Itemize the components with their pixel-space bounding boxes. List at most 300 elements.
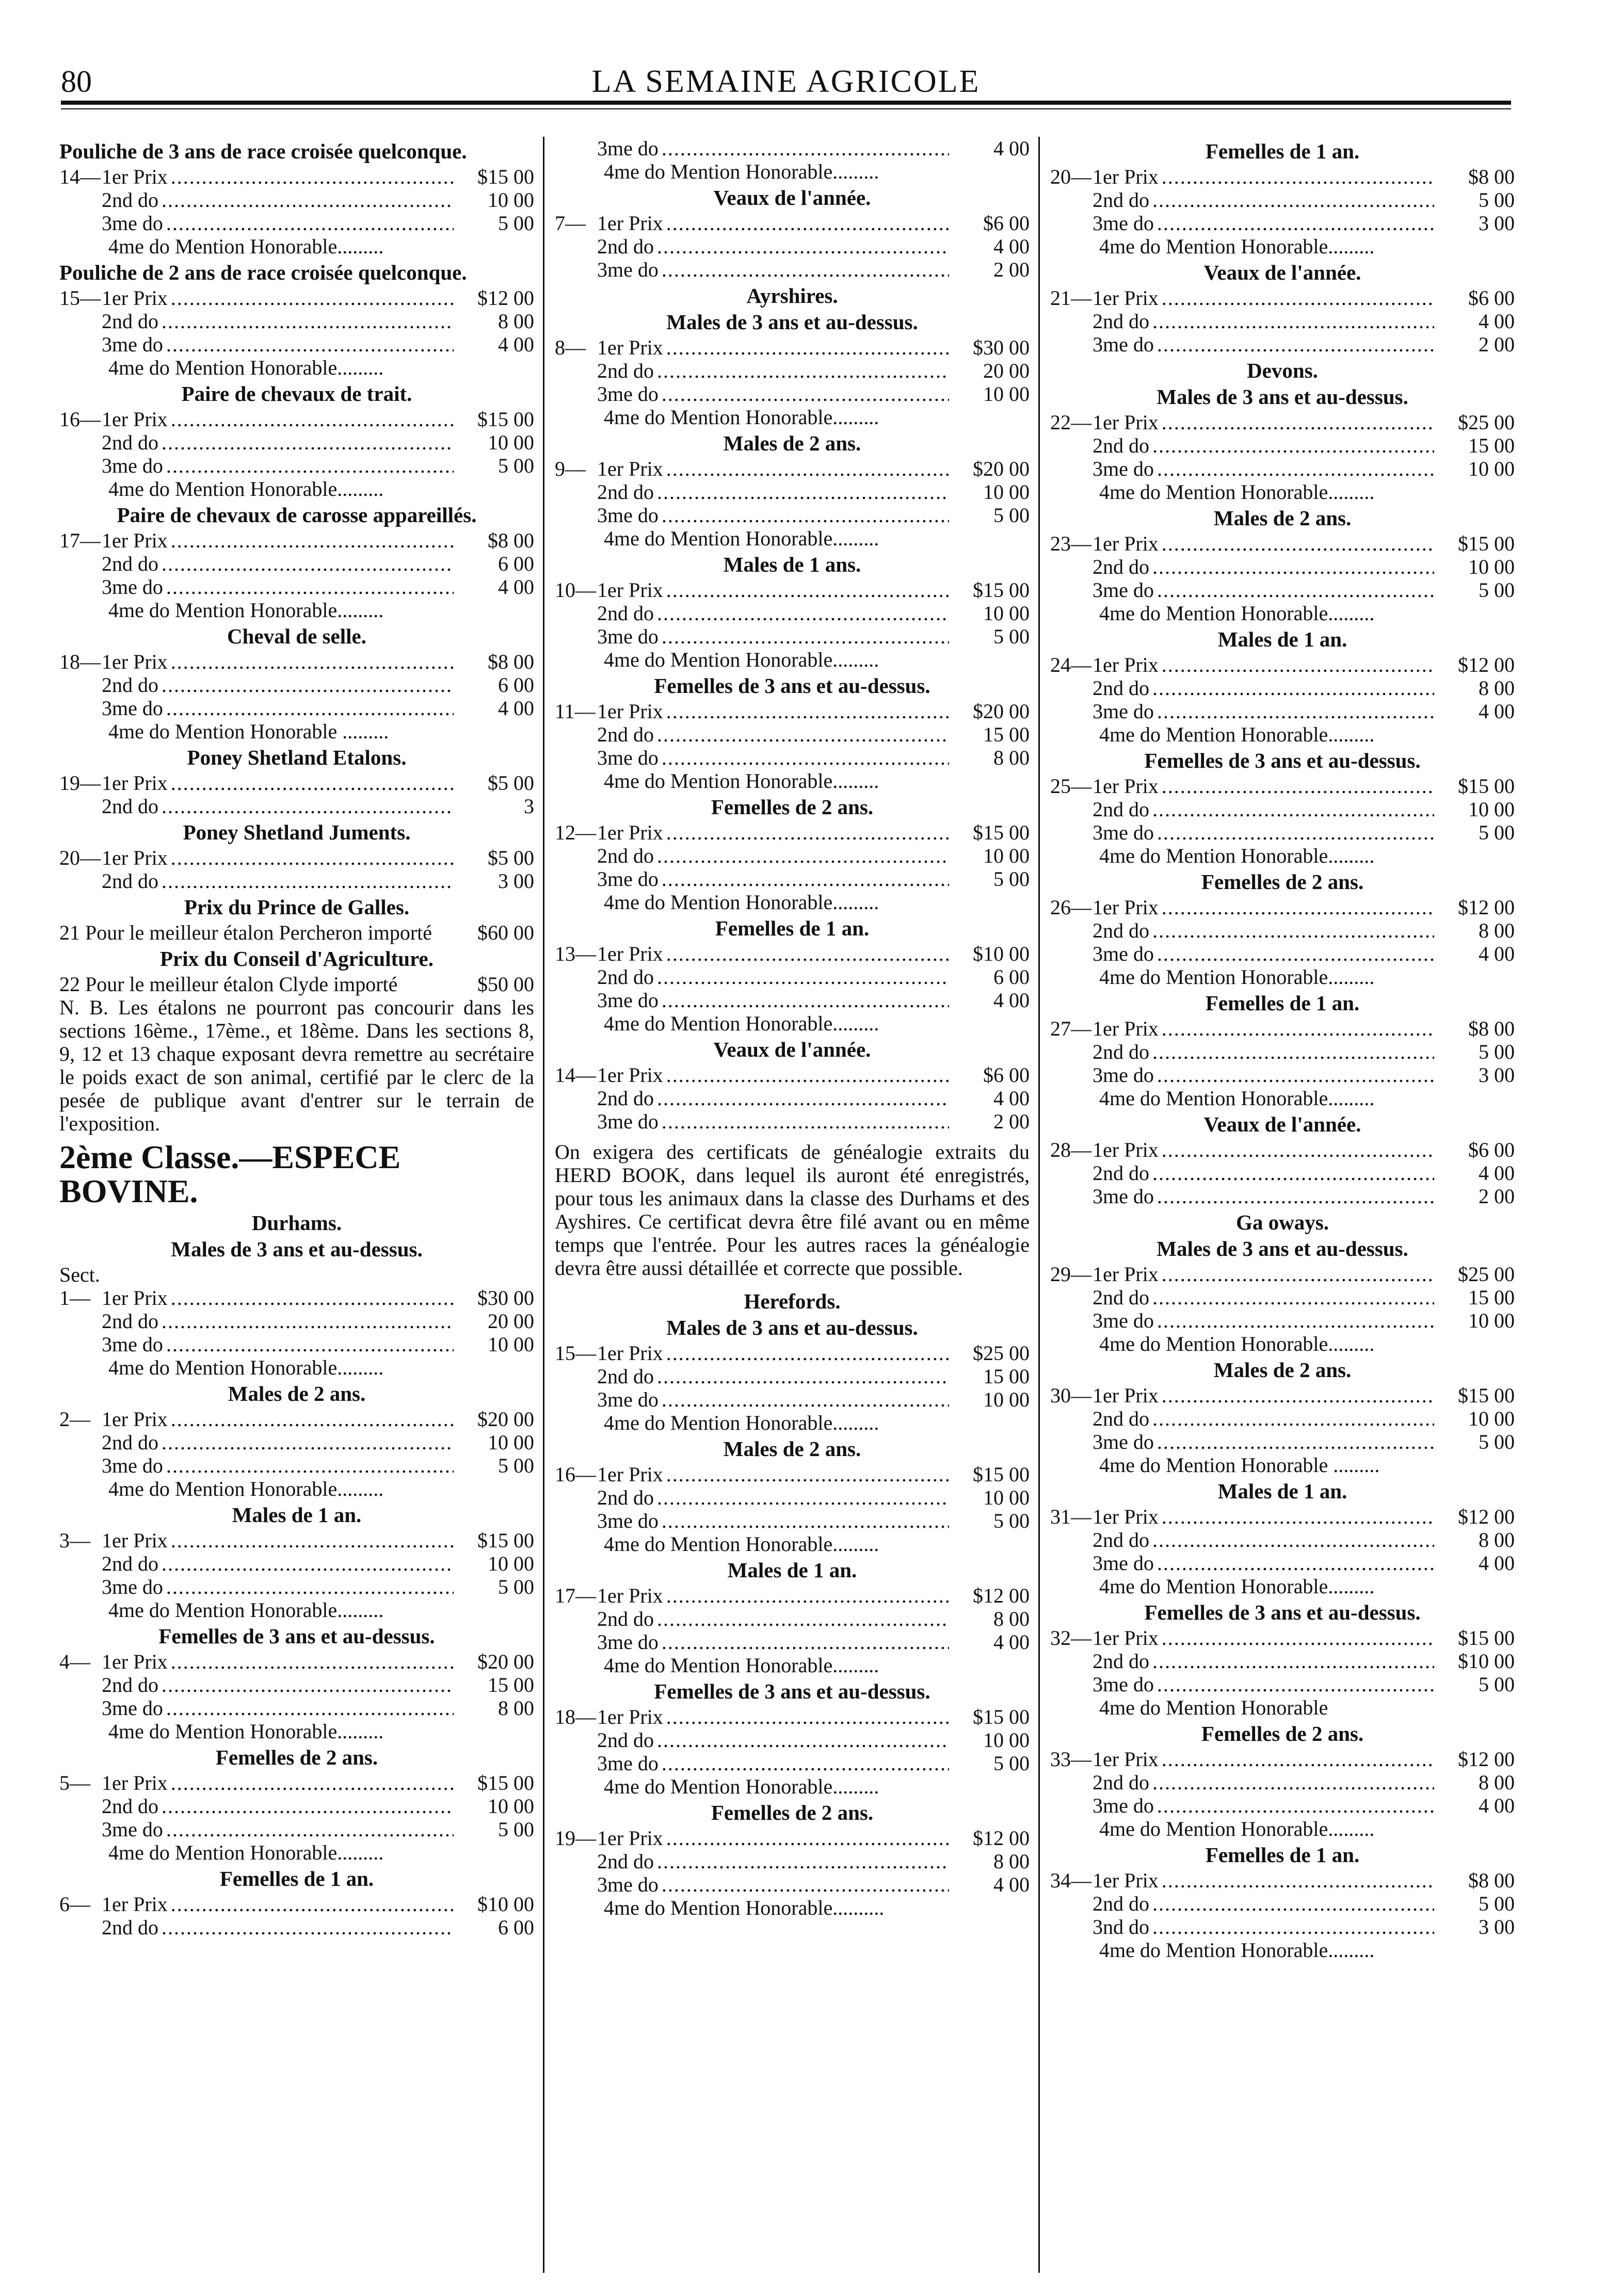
- prize-list: [59, 165, 534, 235]
- note-paragraph: On exigera des certificats de généalogie extraits du HERD BOOK, dans lequel ils auront été enregistrés, pour tous les animaux dans la classe des Durhams et des Ayshires. Ce certificat devra être filé avant ou en même temps que l'entrée. Pour les autres races la généalogie devra être aussi détaillée et correcte que possible.: [555, 1140, 1030, 1280]
- leader-dots: [1162, 165, 1434, 188]
- prize-amount: 8 00: [1479, 1528, 1515, 1551]
- prize-label: 1er Prix: [597, 212, 663, 235]
- prize-amount: $8 00: [1468, 1017, 1515, 1040]
- prize-label: 2nd do: [102, 869, 158, 893]
- prize-row: [555, 336, 1030, 359]
- prize-label: 3me do: [597, 989, 659, 1012]
- prize-amount: $10 00: [1458, 1650, 1515, 1673]
- prize-number: 31—: [1050, 1505, 1092, 1528]
- prize-row: [59, 795, 534, 818]
- prize-label: 2nd do: [1093, 1161, 1149, 1185]
- prize-amount: $25 00: [1458, 1263, 1515, 1286]
- section-heading: Males de 3 ans et au-dessus.: [1157, 385, 1408, 409]
- prize-row: [555, 480, 1030, 504]
- prize-amount: 4 00: [498, 575, 534, 599]
- leader-dots: [666, 700, 949, 723]
- mention-line: 4me do Mention Honorable.........: [604, 769, 879, 793]
- prize-amount: $12 00: [1458, 896, 1515, 919]
- prize-label: 3me do: [597, 1752, 659, 1775]
- mention-line: 4me do Mention Honorable.........: [1099, 1087, 1375, 1110]
- prize-label: 3me do: [597, 1388, 659, 1411]
- prize-label: 3me do: [597, 1509, 659, 1532]
- mention-line: 4me do Mention Honorable.........: [108, 1356, 384, 1379]
- prize-amount: 8 00: [498, 1696, 534, 1720]
- prize-number: 14—: [555, 1063, 596, 1087]
- section-heading: Males de 1 ans.: [723, 553, 861, 576]
- prize-amount: 10 00: [983, 844, 1030, 867]
- prize-label: 1er Prix: [102, 1529, 168, 1552]
- prize-amount: 15 00: [983, 723, 1030, 746]
- page-number: 80: [61, 64, 92, 99]
- prize-amount: 5 00: [498, 454, 534, 477]
- leader-dots: [657, 1486, 949, 1509]
- prize-list: [555, 1705, 1030, 1775]
- prize-row: [555, 821, 1030, 844]
- prize-amount: $6 00: [1468, 1138, 1515, 1161]
- special-prize: [59, 921, 534, 944]
- prize-label: 3me do: [1093, 1673, 1154, 1696]
- prize-row: [555, 1630, 1030, 1654]
- column-divider: [1038, 137, 1040, 2273]
- prize-amount: 5 00: [1479, 821, 1515, 844]
- prize-row: [555, 578, 1030, 602]
- prize-amount: 6 00: [498, 673, 534, 697]
- section-heading: Males de 2 ans.: [1213, 1358, 1352, 1382]
- prize-row: [555, 137, 1030, 160]
- leader-dots: [657, 235, 949, 258]
- leader-dots: [666, 1063, 949, 1087]
- prize-label: 1er Prix: [597, 942, 663, 965]
- prize-list: [59, 1771, 534, 1841]
- prize-number: 17—: [59, 529, 101, 552]
- prize-list: [555, 578, 1030, 648]
- leader-dots: [1162, 286, 1434, 310]
- mention-line: 4me do Mention Honorable.........: [108, 1720, 384, 1743]
- prize-number: 6—: [59, 1893, 90, 1916]
- prize-amount: 2 00: [993, 1110, 1030, 1133]
- section-heading: Prix du Conseil d'Agriculture.: [160, 947, 434, 971]
- leader-dots: [162, 869, 454, 893]
- prize-label: 1er Prix: [597, 1341, 663, 1365]
- leader-dots: [166, 1333, 454, 1356]
- prize-amount: $8 00: [1468, 1869, 1515, 1892]
- prize-number: 2—: [59, 1408, 90, 1431]
- mention-line: 4me do Mention Honorable.........: [604, 1654, 879, 1677]
- leader-dots: [171, 1529, 454, 1552]
- prize-row: [59, 575, 534, 599]
- prize-row: [1050, 578, 1515, 602]
- leader-dots: [1162, 411, 1434, 434]
- section-heading: Males de 3 ans et au-dessus.: [171, 1237, 423, 1261]
- mention-line: 4me do Mention Honorable.........: [604, 1411, 879, 1434]
- prize-row: [555, 723, 1030, 746]
- leader-dots: [666, 1463, 949, 1486]
- prize-label: 1er Prix: [597, 1063, 663, 1087]
- prize-amount: 4 00: [993, 989, 1030, 1012]
- prize-label: 3me do: [102, 212, 163, 235]
- prize-row: [555, 844, 1030, 867]
- leader-dots: [162, 1916, 454, 1939]
- prize-label: 3me do: [102, 454, 163, 477]
- prize-row: [1050, 700, 1515, 723]
- leader-dots: [1152, 1040, 1434, 1063]
- prize-amount: $50 00: [477, 973, 534, 996]
- prize-label: 3me do: [102, 333, 163, 356]
- prize-row: [555, 602, 1030, 625]
- prize-label: 2nd do: [1093, 798, 1149, 821]
- prize-list: [1050, 165, 1515, 235]
- prize-label: 3me do: [597, 137, 659, 160]
- prize-amount: 20 00: [983, 359, 1030, 382]
- prize-row: [1050, 1384, 1515, 1407]
- prize-label: 1er Prix: [597, 457, 663, 480]
- prize-row: [555, 1087, 1030, 1110]
- prize-amount: $15 00: [973, 821, 1030, 844]
- prize-amount: $12 00: [1458, 1748, 1515, 1771]
- leader-dots: [1157, 578, 1434, 602]
- prize-amount: $10 00: [477, 1893, 534, 1916]
- prize-label: 1er Prix: [1093, 1138, 1159, 1161]
- prize-amount: 10 00: [983, 1728, 1030, 1752]
- prize-amount: 4 00: [993, 137, 1030, 160]
- leader-dots: [662, 137, 949, 160]
- prize-row: [59, 697, 534, 720]
- leader-dots: [171, 165, 454, 188]
- leader-dots: [171, 408, 454, 431]
- prize-amount: 6 00: [498, 552, 534, 575]
- leader-dots: [657, 1850, 949, 1873]
- leader-dots: [162, 552, 454, 575]
- leader-dots: [162, 1309, 454, 1333]
- section-heading: Males de 2 ans.: [723, 1437, 861, 1461]
- prize-label: 2nd do: [597, 1607, 654, 1630]
- leader-dots: [662, 989, 949, 1012]
- prize-label: 2nd do: [597, 359, 654, 382]
- prize-label: 2nd do: [102, 1431, 158, 1454]
- leader-dots: [657, 1607, 949, 1630]
- prize-amount: 4 00: [1479, 310, 1515, 333]
- leader-dots: [657, 723, 949, 746]
- prize-row: [555, 700, 1030, 723]
- prize-label: 2nd do: [102, 310, 158, 333]
- section-heading: Paire de chevaux de carosse appareillés.: [117, 503, 477, 527]
- section-heading: Veaux de l'année.: [1203, 261, 1361, 284]
- section-heading: Femelles de 3 ans et au-dessus.: [654, 674, 930, 698]
- prize-row: [59, 673, 534, 697]
- leader-dots: [662, 1630, 949, 1654]
- prize-label: 1er Prix: [1093, 1017, 1159, 1040]
- prize-label: 2nd do: [1093, 188, 1149, 212]
- prize-list: [59, 1650, 534, 1720]
- prize-number: 25—: [1050, 774, 1092, 798]
- leader-dots: [1152, 434, 1434, 457]
- prize-label: 3me do: [1093, 821, 1154, 844]
- prize-label: 1er Prix: [597, 1705, 663, 1728]
- leader-dots: [166, 1696, 454, 1720]
- prize-row: [59, 1309, 534, 1333]
- prize-label: 1er Prix: [597, 1584, 663, 1607]
- prize-amount: $6 00: [983, 212, 1030, 235]
- prize-label: 2nd do: [102, 1916, 158, 1939]
- prize-amount: 5 00: [993, 1509, 1030, 1532]
- prize-row: [59, 286, 534, 310]
- prize-label: 1er Prix: [102, 1893, 168, 1916]
- prize-row: [555, 942, 1030, 965]
- prize-row: [59, 1431, 534, 1454]
- prize-list: [555, 457, 1030, 527]
- prize-label: 3me do: [1093, 333, 1154, 356]
- prize-amount: $12 00: [973, 1826, 1030, 1850]
- prize-amount: 10 00: [1468, 457, 1515, 480]
- prize-amount: 2 00: [1479, 1185, 1515, 1208]
- leader-dots: [1162, 774, 1434, 798]
- mention-line: 4me do Mention Honorable .........: [1099, 1453, 1380, 1477]
- prize-row: [1050, 1915, 1515, 1938]
- prize-list: [59, 1529, 534, 1598]
- prize-list: [555, 1341, 1030, 1411]
- prize-row: [555, 989, 1030, 1012]
- special-prize: [59, 973, 534, 996]
- prize-list: [1050, 1138, 1515, 1208]
- prize-row: [555, 1873, 1030, 1896]
- prize-amount: $12 00: [1458, 1505, 1515, 1528]
- prize-label: 1er Prix: [102, 771, 168, 795]
- prize-list: [555, 1463, 1030, 1532]
- prize-label: 2nd do: [597, 1728, 654, 1752]
- section-heading: Femelles de 3 ans et au-dessus.: [654, 1679, 930, 1703]
- prize-label: 1er Prix: [1093, 1384, 1159, 1407]
- leader-dots: [1162, 1626, 1434, 1650]
- prize-row: [59, 1454, 534, 1477]
- prize-number: 26—: [1050, 896, 1092, 919]
- prize-number: 14—: [59, 165, 101, 188]
- prize-amount: 4 00: [993, 235, 1030, 258]
- prize-row: [555, 746, 1030, 769]
- prize-list: [1050, 896, 1515, 965]
- prize-row: [1050, 676, 1515, 700]
- prize-row: [555, 1365, 1030, 1388]
- section-heading: Poney Shetland Etalons.: [187, 746, 407, 769]
- prize-label: 3me do: [102, 1454, 163, 1477]
- leader-dots: [1152, 1650, 1434, 1673]
- header-rule: [61, 101, 1511, 105]
- prize-amount: $8 00: [488, 650, 534, 673]
- prize-amount: $15 00: [1458, 774, 1515, 798]
- mention-line: 4me do Mention Honorable.........: [604, 406, 879, 429]
- section-heading: Veaux de l'année.: [713, 186, 871, 209]
- leader-dots: [166, 1575, 454, 1598]
- prize-label: 2nd do: [597, 1087, 654, 1110]
- prize-amount: 10 00: [983, 1486, 1030, 1509]
- prize-label: 3me do: [597, 382, 659, 406]
- prize-row: [1050, 1407, 1515, 1430]
- prize-row: [59, 454, 534, 477]
- running-title: LA SEMAINE AGRICOLE: [591, 64, 981, 99]
- section-heading: Cheval de selle.: [227, 624, 366, 648]
- prize-list: [1050, 532, 1515, 602]
- prize-amount: $5 00: [488, 771, 534, 795]
- prize-label: 2nd do: [102, 188, 158, 212]
- prize-row: [59, 1771, 534, 1794]
- prize-label: 3me do: [597, 867, 659, 891]
- leader-dots: [171, 846, 454, 869]
- prize-label: 2nd do: [597, 1486, 654, 1509]
- prize-amount: 8 00: [1479, 1771, 1515, 1794]
- mention-line: 4me do Mention Honorable.........: [604, 1012, 879, 1035]
- prize-amount: 5 00: [1479, 1673, 1515, 1696]
- leader-dots: [666, 821, 949, 844]
- prize-text: 21 Pour le meilleur étalon Percheron importé: [59, 921, 432, 944]
- prize-label: 3me do: [1093, 1430, 1154, 1453]
- prize-number: 1—: [59, 1286, 90, 1309]
- prize-number: 22—: [1050, 411, 1092, 434]
- leader-dots: [1157, 1309, 1434, 1332]
- prize-row: [59, 310, 534, 333]
- prize-amount: 5 00: [1479, 1040, 1515, 1063]
- prize-list: [1050, 1626, 1515, 1696]
- prize-amount: 8 00: [993, 746, 1030, 769]
- prize-row: [59, 408, 534, 431]
- note-paragraph: N. B. Les étalons ne pourront pas concourir dans les sections 16ème., 17ème., et 18ème. Dans les sections 8, 9, 12 et 13 chaque exposant devra remettre au secrétaire le poids exact de son animal, certifié par le clerc de la pesée de publique avant d'entrer sur le terrain de l'exposition.: [59, 996, 534, 1135]
- prize-amount: 10 00: [983, 602, 1030, 625]
- prize-amount: $15 00: [477, 1529, 534, 1552]
- prize-amount: 4 00: [993, 1630, 1030, 1654]
- prize-number: 32—: [1050, 1626, 1092, 1650]
- prize-label: 1er Prix: [1093, 286, 1159, 310]
- leader-dots: [1162, 1138, 1434, 1161]
- mention-line: 4me do Mention Honorable.........: [108, 1477, 384, 1500]
- leader-dots: [662, 504, 949, 527]
- leader-dots: [1162, 532, 1434, 555]
- prize-label: 3me do: [1093, 1309, 1154, 1332]
- leader-dots: [666, 336, 949, 359]
- prize-amount: $8 00: [1468, 165, 1515, 188]
- prize-amount: 8 00: [993, 1607, 1030, 1630]
- prize-label: 2nd do: [102, 1552, 158, 1575]
- prize-label: 3me do: [597, 625, 659, 648]
- prize-row: [1050, 1794, 1515, 1817]
- section-heading: Males de 2 ans.: [723, 431, 861, 455]
- prize-row: [555, 1607, 1030, 1630]
- section-heading: Prix du Prince de Galles.: [184, 895, 410, 919]
- leader-dots: [1162, 896, 1434, 919]
- prize-amount: $15 00: [973, 1705, 1030, 1728]
- prize-amount: 10 00: [488, 1431, 534, 1454]
- prize-number: 30—: [1050, 1384, 1092, 1407]
- leader-dots: [666, 457, 949, 480]
- leader-dots: [162, 1673, 454, 1696]
- prize-row: [1050, 555, 1515, 578]
- prize-amount: 4 00: [993, 1087, 1030, 1110]
- section-heading: Males de 3 ans et au-dessus.: [666, 1316, 918, 1339]
- prize-row: [59, 869, 534, 893]
- class-heading: 2ème Classe.—ESPECE BOVINE.: [59, 1139, 401, 1209]
- prize-label: 2nd do: [1093, 1892, 1149, 1915]
- prize-row: [555, 965, 1030, 989]
- section-heading: Paire de chevaux de trait.: [181, 382, 412, 406]
- prize-number: 15—: [555, 1341, 596, 1365]
- leader-dots: [171, 1286, 454, 1309]
- prize-number: 28—: [1050, 1138, 1092, 1161]
- prize-label: 1er Prix: [1093, 1263, 1159, 1286]
- prize-row: [59, 650, 534, 673]
- prize-number: 18—: [59, 650, 101, 673]
- prize-number: 12—: [555, 821, 596, 844]
- prize-row: [1050, 1161, 1515, 1185]
- prize-row: [555, 1486, 1030, 1509]
- breed-heading: Herefords.: [744, 1289, 841, 1313]
- prize-number: 3—: [59, 1529, 90, 1552]
- leader-dots: [1152, 1528, 1434, 1551]
- sect-label: Sect.: [59, 1263, 100, 1286]
- breed-heading: Ga oways.: [1236, 1210, 1329, 1234]
- prize-row: [1050, 1505, 1515, 1528]
- prize-label: 3nd do: [1093, 1915, 1149, 1938]
- prize-amount: $20 00: [973, 457, 1030, 480]
- section-heading: Males de 1 an.: [727, 1558, 857, 1582]
- prize-number: 20—: [59, 846, 101, 869]
- mention-line: 4me do Mention Honorable.........: [108, 235, 384, 258]
- prize-row: [555, 1463, 1030, 1486]
- prize-row: [59, 1529, 534, 1552]
- prize-label: 2nd do: [597, 480, 654, 504]
- prize-label: 1er Prix: [1093, 774, 1159, 798]
- leader-dots: [1162, 1384, 1434, 1407]
- leader-dots: [1157, 942, 1434, 965]
- prize-row: [555, 1388, 1030, 1411]
- prize-label: 2nd do: [1093, 919, 1149, 942]
- prize-row: [1050, 1748, 1515, 1771]
- leader-dots: [657, 1728, 949, 1752]
- prize-label: 3me do: [597, 504, 659, 527]
- prize-label: 2nd do: [597, 965, 654, 989]
- leader-dots: [662, 258, 949, 281]
- prize-list: [1050, 774, 1515, 844]
- section-heading: Males de 3 ans et au-dessus.: [666, 310, 918, 334]
- prize-row: [1050, 286, 1515, 310]
- prize-label: 2nd do: [1093, 1771, 1149, 1794]
- mention-line: 4me do Mention Honorable.........: [1099, 965, 1375, 989]
- prize-label: 3me do: [597, 258, 659, 281]
- prize-amount: $30 00: [477, 1286, 534, 1309]
- prize-row: [555, 235, 1030, 258]
- prize-list: [555, 1584, 1030, 1654]
- section-heading: Femelles de 2 ans.: [215, 1745, 378, 1769]
- leader-dots: [171, 1650, 454, 1673]
- prize-label: 1er Prix: [102, 1286, 168, 1309]
- prize-row: [59, 1408, 534, 1431]
- prize-number: 33—: [1050, 1748, 1092, 1771]
- prize-label: 1er Prix: [1093, 1869, 1159, 1892]
- prize-label: 2nd do: [1093, 1286, 1149, 1309]
- prize-row: [1050, 896, 1515, 919]
- prize-list: [59, 650, 534, 720]
- prize-label: 3me do: [1093, 212, 1154, 235]
- section-heading: Femelles de 1 an.: [1205, 1843, 1360, 1867]
- prize-label: 2nd do: [102, 431, 158, 454]
- leader-dots: [666, 1826, 949, 1850]
- section-heading: Femelles de 2 ans.: [1201, 1722, 1364, 1745]
- prize-row: [59, 1575, 534, 1598]
- prize-row: [1050, 1626, 1515, 1650]
- prize-amount: $30 00: [973, 336, 1030, 359]
- prize-list: [1050, 653, 1515, 723]
- prize-amount: 3 00: [1479, 1063, 1515, 1087]
- prize-list: [1050, 1263, 1515, 1332]
- prize-label: 3me do: [597, 746, 659, 769]
- prize-amount: 8 00: [993, 1850, 1030, 1873]
